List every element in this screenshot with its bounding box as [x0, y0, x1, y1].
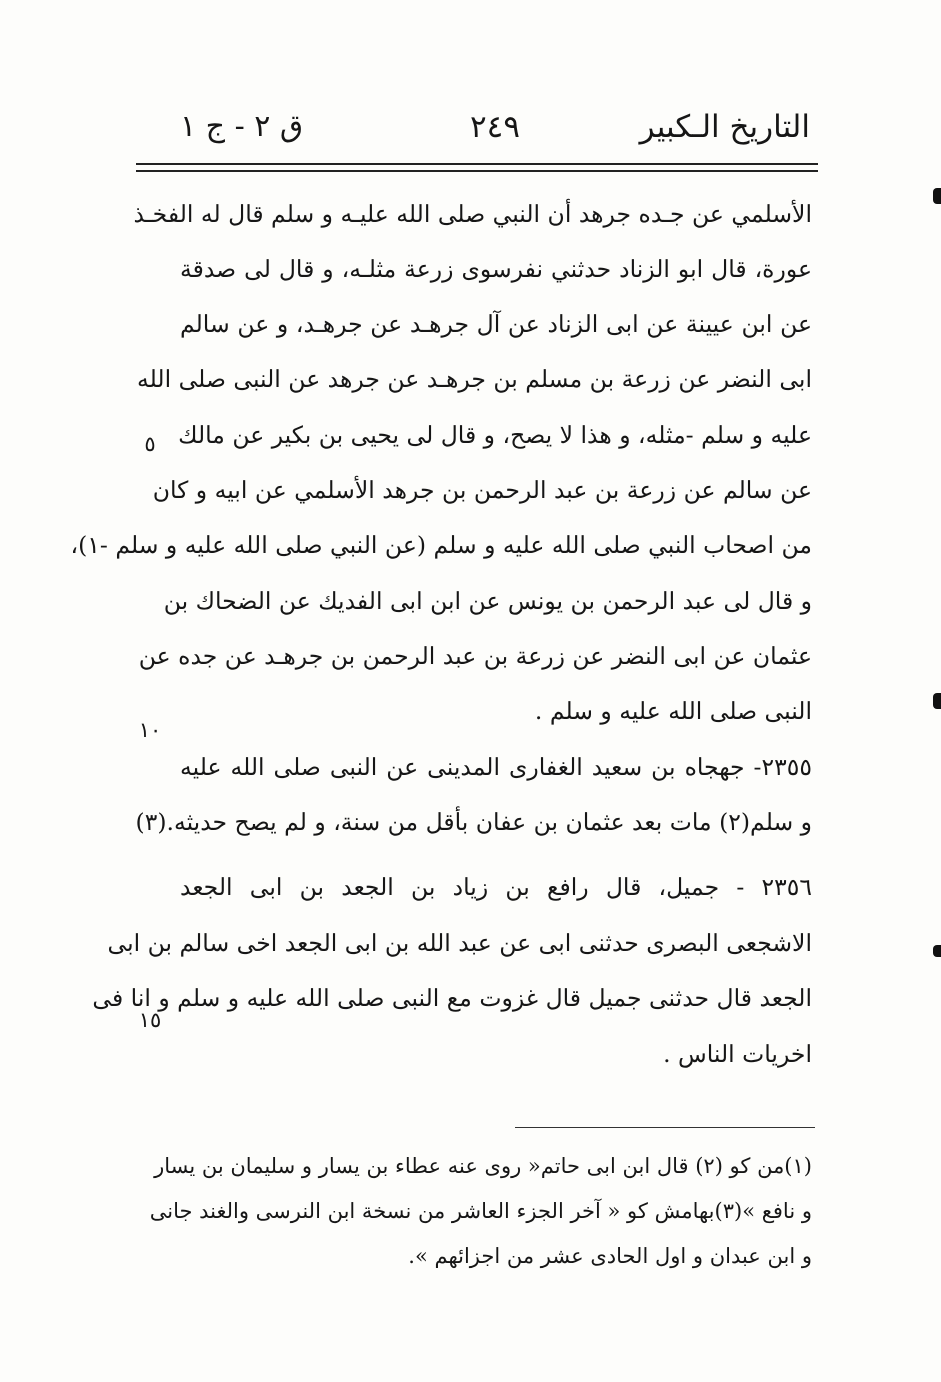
text-line: من اصحاب النبي صلى الله عليه و سلم (عن النبي صلى الله عليه و سلم -١)،: [70, 531, 812, 559]
text-line: عثمان عن ابى النضر عن زرعة بن عبد الرحمن بن جرهـد عن جده عن: [138, 642, 812, 670]
footnote-line: و ابن عبدان و اول الحادى عشر من اجزائهم ».: [408, 1244, 812, 1268]
scan-edge-mark: [933, 188, 941, 204]
footnote-line: (١)من كو (٢) قال ابن ابى حاتم« روى عنه عطاء بن يسار و سليمان بن يسار: [154, 1154, 812, 1178]
text-line: عورة، قال ابو الزناد حدثني نفرسوى زرعة مثلـه، و قال لى صدقة: [180, 255, 812, 283]
text-line: عن ابن عيينة عن ابى الزناد عن آل جرهـد عن جرهـد، و عن سالم: [180, 310, 812, 338]
line-number-15: ١٥: [138, 1008, 162, 1032]
header-rule-bottom: [136, 170, 818, 172]
scan-edge-mark: [933, 693, 941, 709]
text-line: و قال لى عبد الرحمن بن يونس عن ابن ابى الفديك عن الضحاك بن: [163, 587, 812, 615]
line-number-10: ١٠: [138, 718, 162, 742]
text-line: الجعد قال حدثنى جميل قال غزوت مع النبى صلى الله عليه و سلم و انا فى: [92, 984, 812, 1012]
text-line: ابى النضر عن زرعة بن مسلم بن جرهـد عن جرهد عن النبى صلى الله: [137, 365, 812, 393]
header-rule-top: [136, 163, 818, 165]
footnote-separator: [515, 1127, 815, 1128]
part-label: ق ٢ - ج ١: [180, 109, 304, 144]
text-line: الاشجعى البصرى حدثنى ابى عن عبد الله بن ابى الجعد اخى سالم بن ابى: [107, 929, 812, 957]
page-number: ٢٤٩: [470, 109, 520, 145]
book-title: التاريخ الـكبير: [639, 109, 810, 145]
text-line: النبى صلى الله عليه و سلم .: [534, 697, 812, 725]
footnote-line: و نافع »(٣)بهامش كو « آخر الجزء العاشر من نسخة ابن النرسى والغند جانى: [149, 1199, 812, 1223]
text-line: اخريات الناس .: [663, 1040, 812, 1068]
text-line: الأسلمي عن جـده جرهد أن النبي صلى الله عليـه و سلم قال له الفخـذ: [133, 200, 812, 228]
entry-2355-heading-line: ٢٣٥٥- جهجاه بن سعيد الغفارى المدينى عن النبى صلى الله عليه: [180, 753, 812, 781]
entry-2356-heading-line: ٢٣٥٦ - جميل، قال رافع بن زياد بن الجعد بن ابى الجعد: [180, 873, 812, 901]
scan-edge-mark: [933, 945, 941, 957]
running-header: [180, 106, 810, 162]
text-line: و سلم(٢) مات بعد عثمان بن عفان بأقل من سنة، و لم يصح حديثه.(٣): [135, 808, 812, 836]
text-line: عليه و سلم -مثله، و هذا لا يصح، و قال لى يحيى بن بكير عن مالك: [178, 421, 812, 449]
line-number-5: ٥: [144, 432, 156, 456]
text-line: عن سالم عن زرعة بن عبد الرحمن بن جرهد الأسلمي عن ابيه و كان: [152, 476, 812, 504]
